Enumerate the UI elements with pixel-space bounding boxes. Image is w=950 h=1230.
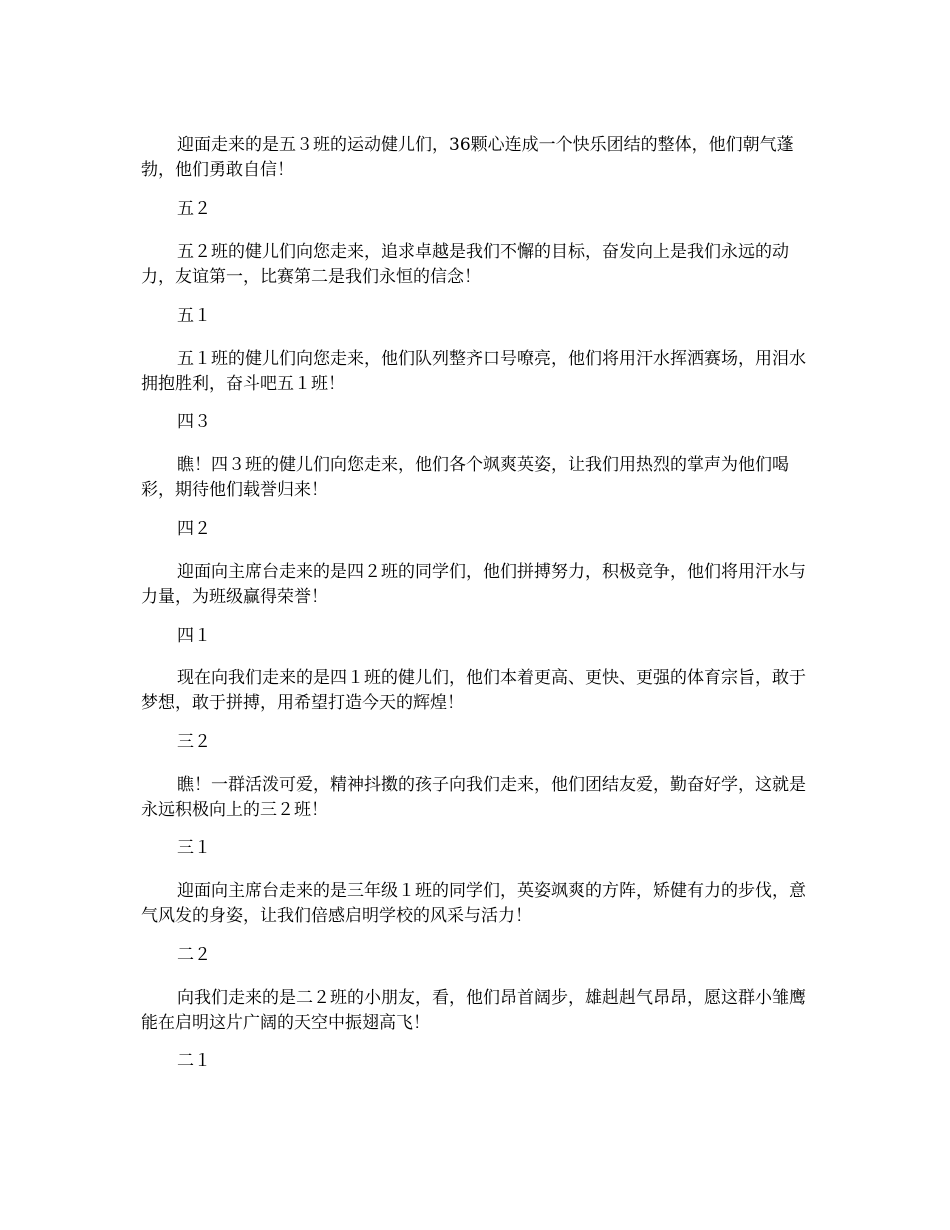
class-heading: 五２ (177, 199, 211, 219)
class-heading: 五１ (177, 306, 211, 326)
paragraph: 迎面走来的是五３班的运动健儿们，36颗心连成一个快乐团结的整体，他们朝气蓬勃，他们勇敢自信！ (141, 135, 794, 180)
paragraph: 迎面向主席台走来的是三年级１班的同学们，英姿飒爽的方阵，矫健有力的步伐，意气风发的身姿，让我们倍感启明学校的风采与活力！ (141, 881, 806, 926)
class-heading: 四３ (177, 412, 211, 432)
class-heading: 四２ (177, 519, 211, 539)
paragraph: 迎面向主席台走来的是四２班的同学们，他们拼搏努力，积极竞争，他们将用汗水与力量，为班级赢得荣誉！ (141, 562, 806, 607)
paragraph: 五１班的健儿们向您走来，他们队列整齐口号嘹亮，他们将用汗水挥洒赛场，用泪水拥抱胜利，奋斗吧五１班！ (141, 349, 806, 394)
paragraph: 现在向我们走来的是四１班的健儿们，他们本着更高、更快、更强的体育宗旨，敢于梦想，敢于拼搏，用希望打造今天的辉煌！ (141, 668, 806, 713)
paragraph: 五２班的健儿们向您走来，追求卓越是我们不懈的目标，奋发向上是我们永远的动力，友谊第一，比赛第二是我们永恒的信念！ (141, 242, 789, 287)
class-heading: 四１ (177, 626, 211, 646)
class-heading: 二２ (177, 945, 211, 965)
paragraph: 瞧！一群活泼可爱，精神抖擞的孩子向我们走来，他们团结友爱，勤奋好学，这就是永远积极向上的三２班！ (141, 775, 806, 820)
class-heading: 三１ (177, 838, 211, 858)
paragraph: 向我们走来的是二２班的小朋友，看，他们昂首阔步，雄赳赳气昂昂，愿这群小雏鹰能在启明这片广阔的天空中振翅高飞！ (141, 988, 806, 1033)
class-heading: 三２ (177, 732, 211, 752)
class-heading: 二１ (177, 1051, 211, 1071)
paragraph: 瞧！四３班的健儿们向您走来，他们各个飒爽英姿，让我们用热烈的掌声为他们喝彩，期待他们载誉归来！ (141, 455, 789, 500)
